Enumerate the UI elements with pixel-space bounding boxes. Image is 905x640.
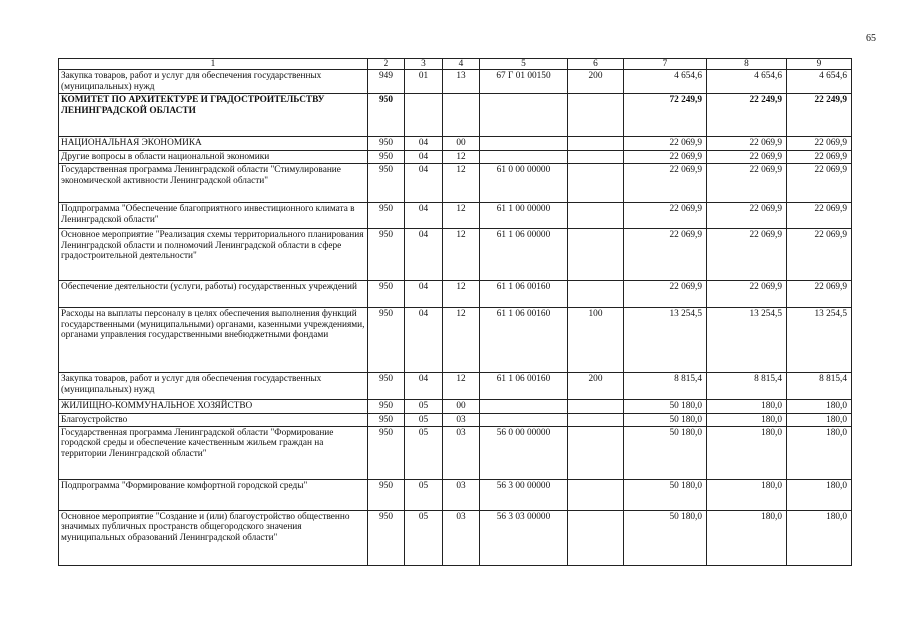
row-amount-year3: 4 654,6 xyxy=(787,70,852,94)
table-header-row xyxy=(59,59,852,70)
row-target-article xyxy=(480,137,568,150)
row-amount-year2: 13 254,5 xyxy=(707,308,787,373)
row-subsection-code: 12 xyxy=(443,229,480,281)
budget-table xyxy=(58,58,852,566)
row-amount-year3: 180,0 xyxy=(787,511,852,566)
row-target-article: 56 0 00 00000 xyxy=(480,427,568,480)
row-ministry-code: 950 xyxy=(368,427,405,480)
row-ministry-code: 950 xyxy=(368,480,405,511)
row-amount-year3: 180,0 xyxy=(787,480,852,511)
row-amount-year2: 22 069,9 xyxy=(707,229,787,281)
row-section-code: 04 xyxy=(405,137,443,150)
row-amount-year3: 22 069,9 xyxy=(787,281,852,308)
row-name: Другие вопросы в области национальной экономики xyxy=(59,150,368,163)
table-row xyxy=(59,400,852,413)
row-section-code: 05 xyxy=(405,427,443,480)
row-section-code: 05 xyxy=(405,511,443,566)
row-amount-year1: 8 815,4 xyxy=(624,373,707,400)
row-expense-type xyxy=(568,94,624,137)
row-target-article: 56 3 00 00000 xyxy=(480,480,568,511)
row-section-code: 04 xyxy=(405,164,443,203)
column-header: 9 xyxy=(787,59,852,70)
row-amount-year3: 22 249,9 xyxy=(787,94,852,137)
column-header: 4 xyxy=(443,59,480,70)
table-row xyxy=(59,164,852,203)
row-amount-year2: 22 249,9 xyxy=(707,94,787,137)
row-name: Расходы на выплаты персоналу в целях обеспечения выполнения функций государственными (муниципальными) органами, казенными учреждениями, органами управления государственными внебюджетными фондами xyxy=(59,308,368,373)
table-row xyxy=(59,203,852,229)
row-amount-year1: 50 180,0 xyxy=(624,427,707,480)
row-expense-type xyxy=(568,229,624,281)
row-amount-year2: 22 069,9 xyxy=(707,203,787,229)
row-name: Государственная программа Ленинградской области "Стимулирование экономической активности Ленинградской области" xyxy=(59,164,368,203)
row-name: Благоустройство xyxy=(59,413,368,426)
row-ministry-code: 950 xyxy=(368,373,405,400)
column-header: 8 xyxy=(707,59,787,70)
column-header: 5 xyxy=(480,59,568,70)
row-expense-type xyxy=(568,511,624,566)
row-name: Подпрограмма "Обеспечение благоприятного инвестиционного климата в Ленинградской области" xyxy=(59,203,368,229)
row-expense-type xyxy=(568,400,624,413)
row-amount-year2: 8 815,4 xyxy=(707,373,787,400)
row-name: НАЦИОНАЛЬНАЯ ЭКОНОМИКА xyxy=(59,137,368,150)
row-ministry-code: 950 xyxy=(368,413,405,426)
row-subsection-code: 00 xyxy=(443,400,480,413)
row-section-code: 04 xyxy=(405,150,443,163)
table-row xyxy=(59,308,852,373)
row-ministry-code: 950 xyxy=(368,308,405,373)
row-subsection-code: 03 xyxy=(443,427,480,480)
row-section-code: 01 xyxy=(405,70,443,94)
row-expense-type: 100 xyxy=(568,308,624,373)
row-amount-year1: 72 249,9 xyxy=(624,94,707,137)
table-row xyxy=(59,229,852,281)
row-expense-type xyxy=(568,281,624,308)
row-section-code: 04 xyxy=(405,281,443,308)
row-name: ЖИЛИЩНО-КОММУНАЛЬНОЕ ХОЗЯЙСТВО xyxy=(59,400,368,413)
row-amount-year1: 22 069,9 xyxy=(624,281,707,308)
row-subsection-code: 00 xyxy=(443,137,480,150)
row-name: Обеспечение деятельности (услуги, работы) государственных учреждений xyxy=(59,281,368,308)
table-row xyxy=(59,427,852,480)
row-amount-year1: 50 180,0 xyxy=(624,413,707,426)
row-section-code: 05 xyxy=(405,413,443,426)
row-amount-year3: 180,0 xyxy=(787,413,852,426)
row-amount-year3: 22 069,9 xyxy=(787,164,852,203)
table-row xyxy=(59,281,852,308)
row-expense-type: 200 xyxy=(568,70,624,94)
row-ministry-code: 950 xyxy=(368,400,405,413)
row-amount-year3: 22 069,9 xyxy=(787,229,852,281)
row-name: Закупка товаров, работ и услуг для обеспечения государственных (муниципальных) нужд xyxy=(59,70,368,94)
column-header: 2 xyxy=(368,59,405,70)
row-subsection-code: 03 xyxy=(443,480,480,511)
row-subsection-code: 03 xyxy=(443,511,480,566)
row-ministry-code: 950 xyxy=(368,511,405,566)
row-expense-type xyxy=(568,137,624,150)
row-section-code xyxy=(405,94,443,137)
row-section-code: 04 xyxy=(405,308,443,373)
row-amount-year3: 180,0 xyxy=(787,400,852,413)
column-header: 1 xyxy=(59,59,368,70)
row-subsection-code: 12 xyxy=(443,203,480,229)
row-subsection-code: 12 xyxy=(443,150,480,163)
row-name: Основное мероприятие "Создание и (или) благоустройство общественно значимых публичных пространств общегородского значения муниципальных образований Ленинградской области" xyxy=(59,511,368,566)
table-row xyxy=(59,150,852,163)
row-amount-year1: 50 180,0 xyxy=(624,480,707,511)
row-ministry-code: 950 xyxy=(368,203,405,229)
table-row xyxy=(59,70,852,94)
row-expense-type xyxy=(568,427,624,480)
row-expense-type xyxy=(568,480,624,511)
table-row xyxy=(59,137,852,150)
row-name: КОМИТЕТ ПО АРХИТЕКТУРЕ И ГРАДОСТРОИТЕЛЬСТВУ ЛЕНИНГРАДСКОЙ ОБЛАСТИ xyxy=(59,94,368,137)
row-subsection-code xyxy=(443,94,480,137)
row-target-article: 56 3 03 00000 xyxy=(480,511,568,566)
row-target-article: 67 Г 01 00150 xyxy=(480,70,568,94)
row-name: Подпрограмма "Формирование комфортной городской среды" xyxy=(59,480,368,511)
row-amount-year1: 13 254,5 xyxy=(624,308,707,373)
row-name: Государственная программа Ленинградской области "Формирование городской среды и обеспечение качественным жильем граждан на территории Ленинградской области" xyxy=(59,427,368,480)
row-expense-type xyxy=(568,413,624,426)
row-amount-year3: 8 815,4 xyxy=(787,373,852,400)
row-expense-type xyxy=(568,203,624,229)
row-ministry-code: 950 xyxy=(368,94,405,137)
row-expense-type: 200 xyxy=(568,373,624,400)
row-amount-year2: 22 069,9 xyxy=(707,281,787,308)
table-row xyxy=(59,373,852,400)
row-ministry-code: 950 xyxy=(368,164,405,203)
table-row xyxy=(59,94,852,137)
row-amount-year2: 180,0 xyxy=(707,400,787,413)
row-amount-year1: 50 180,0 xyxy=(624,511,707,566)
column-header: 7 xyxy=(624,59,707,70)
row-section-code: 04 xyxy=(405,203,443,229)
column-header: 3 xyxy=(405,59,443,70)
row-subsection-code: 12 xyxy=(443,308,480,373)
row-name: Основное мероприятие "Реализация схемы территориального планирования Ленинградской области и полномочий Ленинградской области в сфере градостроительной деятельности" xyxy=(59,229,368,281)
row-amount-year3: 13 254,5 xyxy=(787,308,852,373)
column-header: 6 xyxy=(568,59,624,70)
row-amount-year1: 50 180,0 xyxy=(624,400,707,413)
row-amount-year2: 4 654,6 xyxy=(707,70,787,94)
row-subsection-code: 12 xyxy=(443,373,480,400)
row-ministry-code: 950 xyxy=(368,137,405,150)
row-target-article: 61 1 06 00160 xyxy=(480,373,568,400)
row-amount-year3: 22 069,9 xyxy=(787,150,852,163)
row-section-code: 04 xyxy=(405,373,443,400)
row-target-article: 61 1 06 00160 xyxy=(480,281,568,308)
row-amount-year1: 22 069,9 xyxy=(624,137,707,150)
row-target-article: 61 1 00 00000 xyxy=(480,203,568,229)
row-amount-year2: 180,0 xyxy=(707,480,787,511)
row-expense-type xyxy=(568,164,624,203)
row-subsection-code: 12 xyxy=(443,281,480,308)
row-target-article: 61 0 00 00000 xyxy=(480,164,568,203)
row-amount-year2: 180,0 xyxy=(707,427,787,480)
row-amount-year3: 22 069,9 xyxy=(787,203,852,229)
row-section-code: 04 xyxy=(405,229,443,281)
row-target-article xyxy=(480,413,568,426)
row-amount-year1: 4 654,6 xyxy=(624,70,707,94)
row-ministry-code: 950 xyxy=(368,150,405,163)
row-amount-year2: 22 069,9 xyxy=(707,137,787,150)
row-amount-year2: 22 069,9 xyxy=(707,164,787,203)
table-row xyxy=(59,511,852,566)
row-section-code: 05 xyxy=(405,400,443,413)
row-amount-year1: 22 069,9 xyxy=(624,150,707,163)
row-amount-year2: 180,0 xyxy=(707,413,787,426)
row-target-article xyxy=(480,94,568,137)
page-number: 65 xyxy=(866,33,876,44)
row-amount-year3: 180,0 xyxy=(787,427,852,480)
row-amount-year1: 22 069,9 xyxy=(624,164,707,203)
row-name: Закупка товаров, работ и услуг для обеспечения государственных (муниципальных) нужд xyxy=(59,373,368,400)
row-section-code: 05 xyxy=(405,480,443,511)
row-amount-year3: 22 069,9 xyxy=(787,137,852,150)
table-row xyxy=(59,480,852,511)
table-row xyxy=(59,413,852,426)
row-subsection-code: 13 xyxy=(443,70,480,94)
row-subsection-code: 03 xyxy=(443,413,480,426)
row-ministry-code: 950 xyxy=(368,281,405,308)
row-amount-year2: 180,0 xyxy=(707,511,787,566)
row-target-article xyxy=(480,150,568,163)
row-amount-year1: 22 069,9 xyxy=(624,203,707,229)
row-amount-year1: 22 069,9 xyxy=(624,229,707,281)
row-target-article: 61 1 06 00160 xyxy=(480,308,568,373)
row-target-article xyxy=(480,400,568,413)
row-expense-type xyxy=(568,150,624,163)
row-target-article: 61 1 06 00000 xyxy=(480,229,568,281)
row-ministry-code: 950 xyxy=(368,229,405,281)
row-amount-year2: 22 069,9 xyxy=(707,150,787,163)
row-ministry-code: 949 xyxy=(368,70,405,94)
row-subsection-code: 12 xyxy=(443,164,480,203)
